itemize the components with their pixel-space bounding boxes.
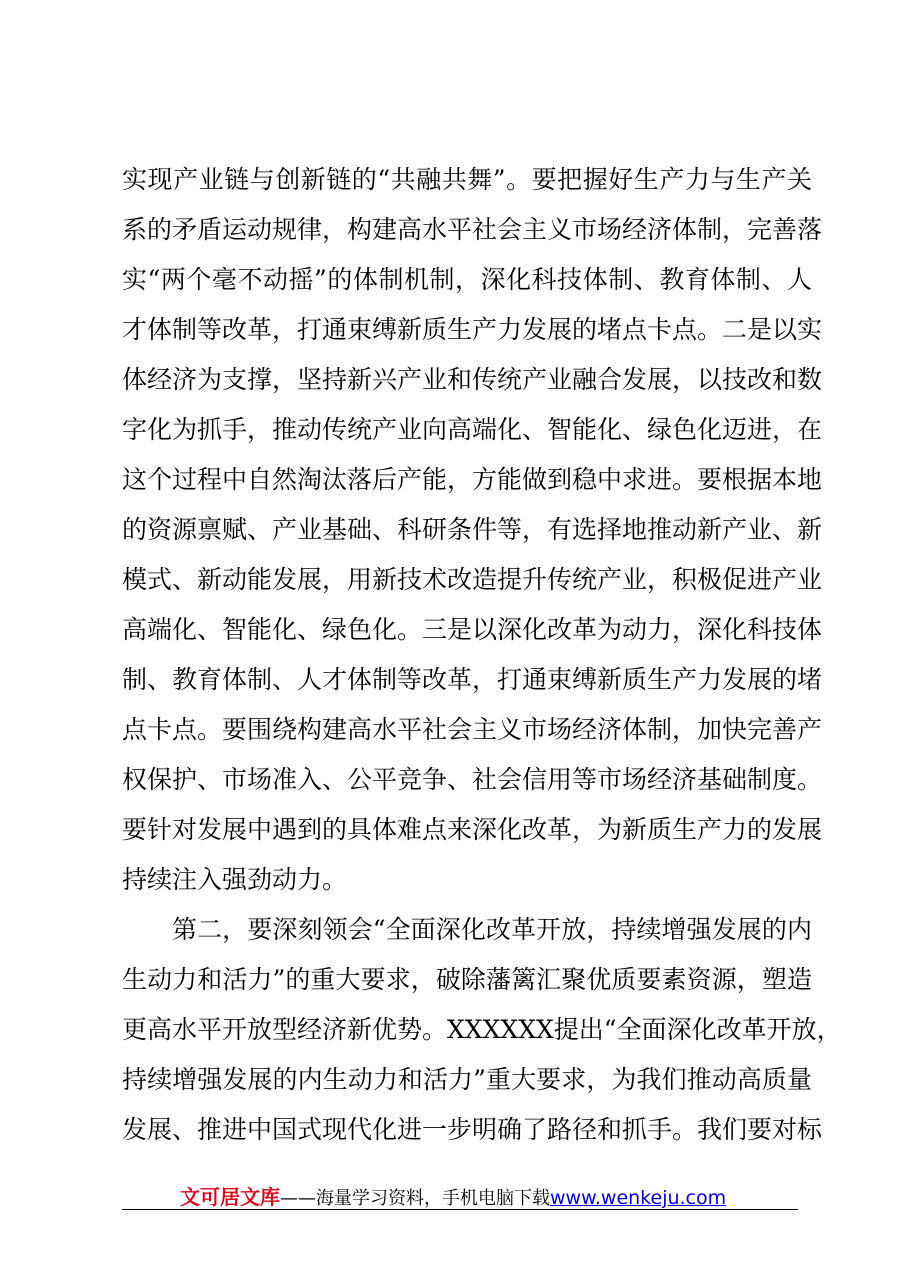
body-text-line: 要针对发展中遇到的具体难点来深化改革，为新质生产力的发展 bbox=[122, 815, 823, 844]
body-text-line: 这个过程中自然淘汰落后产能，方能做到稳中求进。要根据本地 bbox=[122, 465, 823, 494]
body-text-line: 制、教育体制、人才体制等改革，打通束缚新质生产力发展的堵 bbox=[122, 665, 823, 694]
body-text-line: 高端化、智能化、绿色化。三是以深化改革为动力，深化科技体 bbox=[122, 615, 823, 644]
body-text-line: 持续增强发展的内生动力和活力”重大要求，为我们推动高质量 bbox=[122, 1065, 812, 1094]
footer-link[interactable]: www.wenkeju.com bbox=[550, 1187, 727, 1209]
body-text-line: 的资源禀赋、产业基础、科研条件等，有选择地推动新产业、新 bbox=[122, 515, 823, 544]
body-text-line: 系的矛盾运动规律，构建高水平社会主义市场经济体制，完善落 bbox=[122, 215, 823, 244]
body-text-line: 生动力和活力”的重大要求，破除藩篱汇聚优质要素资源，塑造 bbox=[122, 965, 812, 994]
page-footer bbox=[180, 1182, 726, 1212]
body-text-line: 实“两个毫不动摇”的体制机制，深化科技体制、教育体制、人 bbox=[122, 265, 812, 294]
body-text-line: 更高水平开放型经济新优势。XXXXXX提出“全面深化改革开放， bbox=[122, 1015, 842, 1044]
footer-tagline: ——海量学习资料，手机电脑下载 bbox=[280, 1188, 550, 1209]
body-text-line: 发展、推进中国式现代化进一步明确了路径和抓手。我们要对标 bbox=[122, 1115, 823, 1144]
body-text-line: 权保护、市场准入、公平竞争、社会信用等市场经济基础制度。 bbox=[122, 765, 823, 794]
body-text-line: 点卡点。要围绕构建高水平社会主义市场经济体制，加快完善产 bbox=[122, 715, 823, 744]
body-text-line: 持续注入强劲动力。 bbox=[122, 865, 348, 894]
body-text-line: 实现产业链与创新链的“共融共舞”。要把握好生产力与生产关 bbox=[122, 165, 812, 194]
body-text-line: 模式、新动能发展，用新技术改造提升传统产业，积极促进产业 bbox=[122, 565, 823, 594]
footer-divider bbox=[122, 1209, 798, 1210]
footer-brand: 文可居文库 bbox=[180, 1185, 280, 1209]
body-text-line: 第二，要深刻领会“全面深化改革开放，持续增强发展的内 bbox=[172, 915, 812, 944]
body-text-line: 体经济为支撑，坚持新兴产业和传统产业融合发展，以技改和数 bbox=[122, 365, 823, 394]
body-text-line: 字化为抓手，推动传统产业向高端化、智能化、绿色化迈进，在 bbox=[122, 415, 823, 444]
body-text-line: 才体制等改革，打通束缚新质生产力发展的堵点卡点。二是以实 bbox=[122, 315, 823, 344]
